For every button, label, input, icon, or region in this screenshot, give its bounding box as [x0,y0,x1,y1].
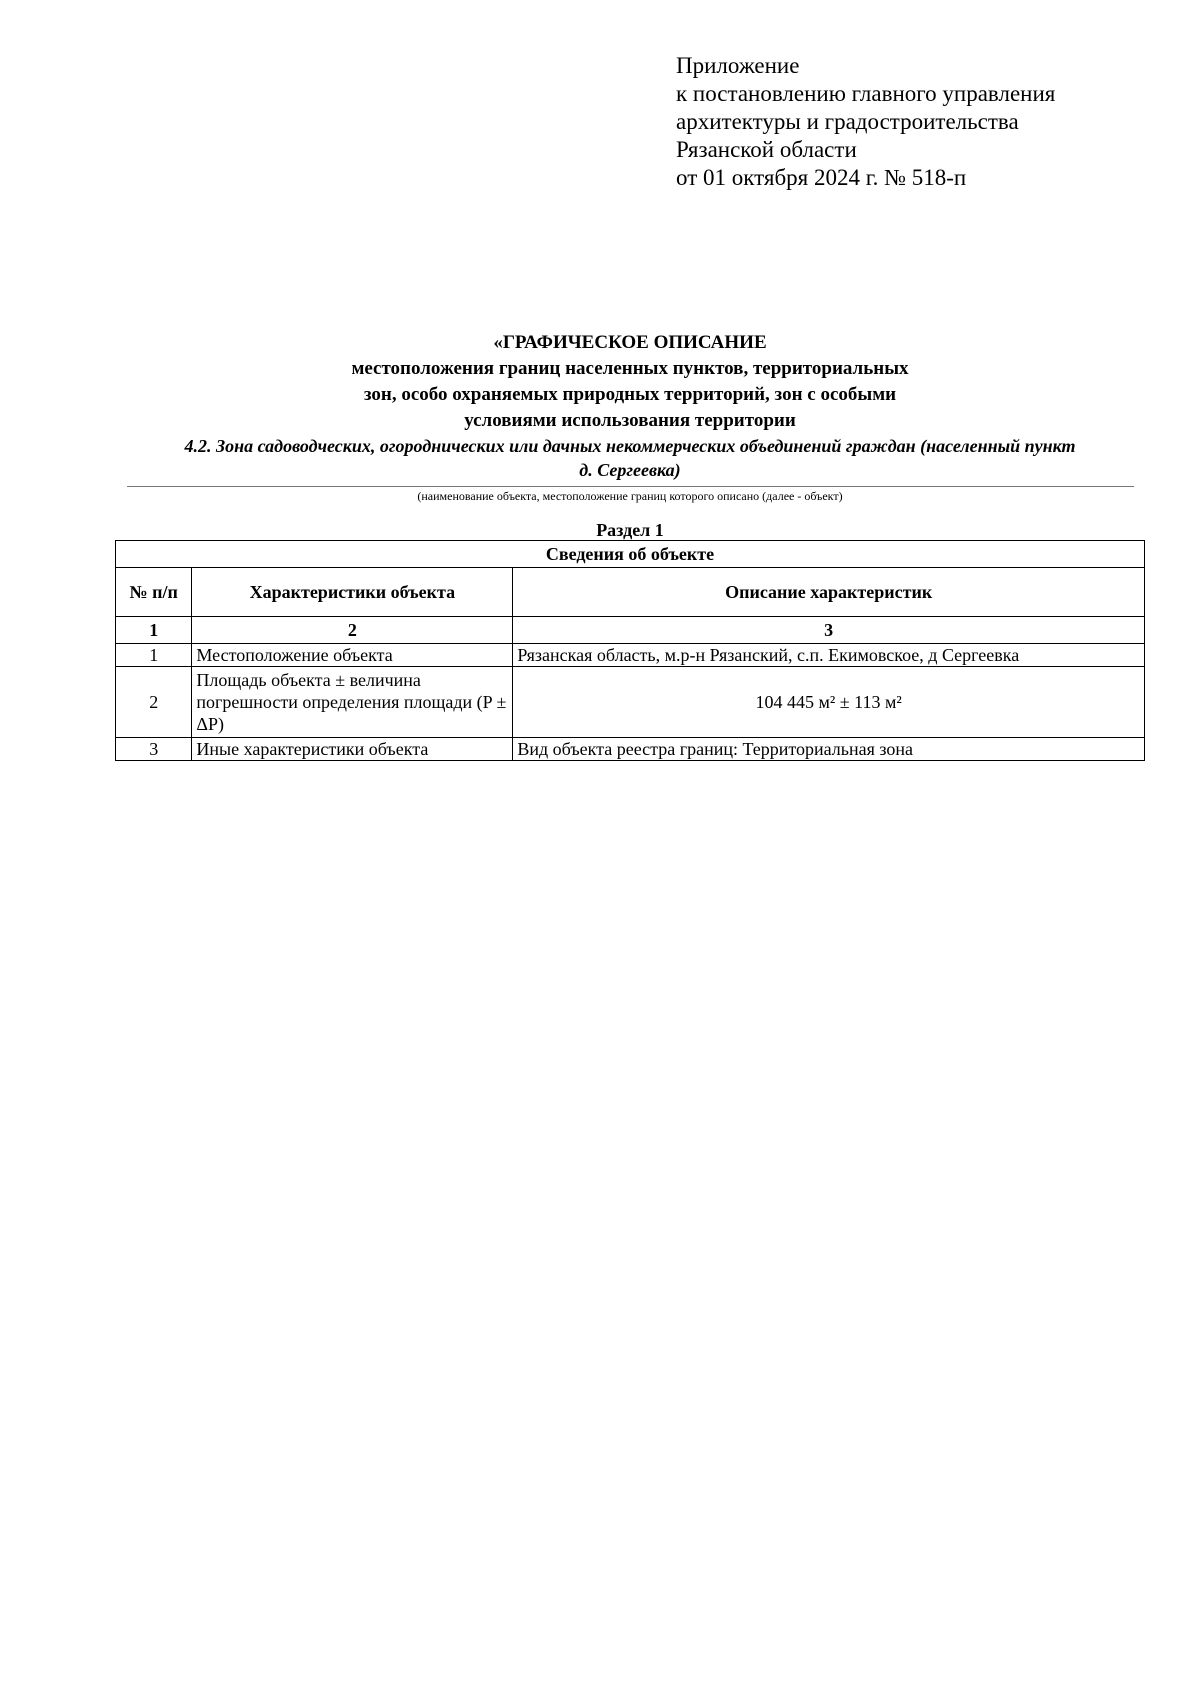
table-caption: Сведения об объекте [116,541,1145,568]
row-description: Рязанская область, м.р-н Рязанский, с.п. Екимовское, д Сергеевка [513,644,1145,667]
row-number: 1 [116,644,192,667]
table-header-characteristic: Характеристики объекта [192,568,513,617]
table-row [116,644,1145,667]
object-name [128,434,1132,482]
object-name-line: д. Сергеевка) [579,460,681,480]
title-line: местоположения границ населенных пунктов, территориальных [351,358,909,379]
document-title [128,330,1132,434]
table-column-number: 2 [192,617,513,644]
object-name-line: 4.2. Зона садоводческих, огороднических или дачных некоммерческих объединений граждан (населенный пункт [184,436,1076,456]
appendix-block [676,52,1055,192]
row-description: Вид объекта реестра границ: Территориальная зона [513,738,1145,761]
table-row [116,667,1145,738]
object-name-caption: (наименование объекта, местоположение границ которого описано (далее - объект) [417,489,843,503]
table-header-description: Описание характеристик [513,568,1145,617]
row-number: 2 [116,667,192,738]
table-header-number: № п/п [116,568,192,617]
row-characteristic: Местоположение объекта [192,644,513,667]
title-line: условиями использования территории [464,410,796,431]
object-info-table [115,540,1145,761]
row-description: 104 445 м² ± 113 м² [513,667,1145,738]
appendix-line: к постановлению главного управления [676,81,1056,106]
appendix-line: Рязанской области [676,137,857,162]
title-line: зон, особо охраняемых природных территорий, зон с особыми [363,384,897,405]
title-line: «ГРАФИЧЕСКОЕ ОПИСАНИЕ [493,332,767,353]
appendix-line: Приложение [676,53,800,78]
table-row [116,738,1145,761]
table-column-number: 1 [116,617,192,644]
appendix-line: архитектуры и градостроительства [676,109,1019,134]
object-name-underline [127,486,1134,487]
row-number: 3 [116,738,192,761]
appendix-date-line: от 01 октября 2024 г. № 518-п [676,165,967,190]
row-characteristic: Иные характеристики объекта [192,738,513,761]
table-column-number: 3 [513,617,1145,644]
section-title: Раздел 1 [596,520,664,540]
row-characteristic: Площадь объекта ± величина погрешности определения площади (P ± ΔP) [192,667,513,738]
